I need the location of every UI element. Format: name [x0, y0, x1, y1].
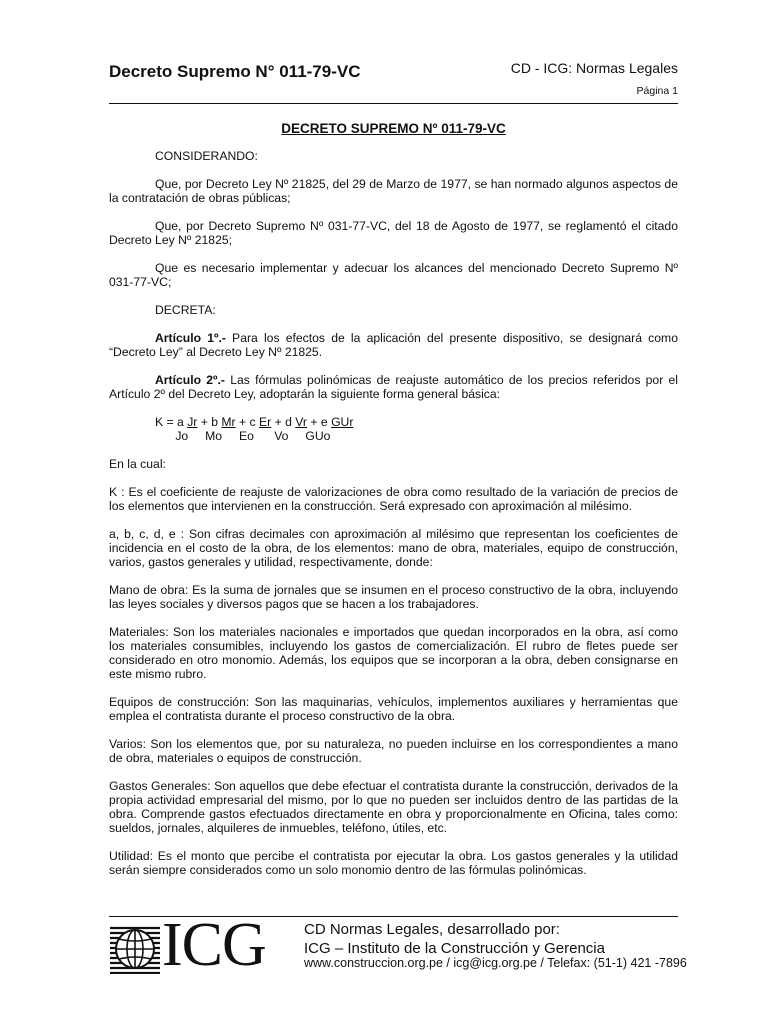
- formula-gur: GUr: [331, 415, 354, 429]
- en-la-cual: En la cual:: [109, 457, 166, 471]
- definition-materiales: Materiales: Son los materiales nacionales e importados que quedan incorporados en la obra, así como los materiales consumibles, incluyendo los gastos de comercialización. El rubro de fletes puede ser considerado en otro monomio. Además, los equipos que se incorporan a la obra, deben consignarse en este mismo rubro.: [109, 625, 678, 681]
- article-1-label: Artículo 1º.-: [155, 331, 226, 345]
- article-1-text: Para los efectos de la aplicación del presente dispositivo, se designará como “Decreto Ley” al Decreto Ley Nº 21825.: [109, 331, 678, 359]
- header-right-title: CD - ICG: Normas Legales: [510, 60, 678, 76]
- formula: [155, 415, 678, 443]
- formula-jr: Jr: [187, 415, 198, 429]
- definition-gastos-generales: Gastos Generales: Son aquellos que debe efectuar el contratista durante la construcción, derivados de la propia actividad empresarial del mismo, por lo que no pueden ser incluidos dentro de las partidas de la obra. Comprende gastos efectuados directamente en obra y proporcionalmente en Oficina, tales como: sueldos, jornales, alquileres de inmuebles, teléfono, útiles, etc.: [109, 779, 678, 835]
- formula-mr: Mr: [221, 415, 236, 429]
- icg-logo: [110, 911, 290, 979]
- article-1: [109, 331, 678, 359]
- formula-denominators: Jo Mo Eo Vo GUo: [155, 429, 331, 443]
- formula-e: + e: [307, 415, 332, 429]
- document-body: [109, 149, 678, 891]
- paragraph-1: Que, por Decreto Ley Nº 21825, del 29 de Marzo de 1977, se han normado algunos aspectos de la contratación de obras públicas;: [109, 177, 678, 205]
- considerando-heading: CONSIDERANDO:: [155, 149, 258, 163]
- formula-c: + c: [235, 415, 259, 429]
- definition-abcde: a, b, c, d, e : Son cifras decimales con aproximación al milésimo que representan los coeficientes de incidencia en el costo de la obra, de los elementos: mano de obra, materiales, equipo de construcción, varios, gastos generales y utilidad, respectivamente, donde:: [109, 527, 678, 569]
- globe-icon: [110, 924, 160, 974]
- definition-equipos: Equipos de construcción: Son las maquinarias, vehículos, implementos auxiliares y herramientas que emplea el contratista durante el proceso constructivo de la obra.: [109, 695, 678, 723]
- formula-k: K = a: [155, 415, 188, 429]
- article-2: [109, 373, 678, 401]
- article-2-label: Artículo 2º.-: [155, 373, 225, 387]
- formula-b: + b: [197, 415, 222, 429]
- footer-line-1: CD Normas Legales, desarrollado por:: [304, 921, 560, 938]
- formula-vr: Vr: [295, 415, 307, 429]
- header-divider: [109, 103, 678, 104]
- decreta-heading: DECRETA:: [155, 303, 216, 317]
- formula-d: + d: [271, 415, 296, 429]
- definition-mano-de-obra: Mano de obra: Es la suma de jornales que se insumen en el proceso constructivo de la obra, incluyendo las leyes sociales y diversos pagos que se hacen a los trabajadores.: [109, 583, 678, 611]
- definition-k: K : Es el coeficiente de reajuste de valorizaciones de obra como resultado de la variación de precios de los elementos que intervienen en la construcción. Será expresado con aproximación al milésimo.: [109, 485, 678, 513]
- paragraph-3: Que es necesario implementar y adecuar los alcances del mencionado Decreto Supremo Nº 031-77-VC;: [109, 261, 678, 289]
- definition-utilidad: Utilidad: Es el monto que percibe el contratista por ejecutar la obra. Los gastos generales y la utilidad serán siempre considerados como un solo monomio dentro de las fórmulas polinómicas.: [109, 849, 678, 877]
- article-2-text: Las fórmulas polinómicas de reajuste automático de los precios referidos por el Artículo 2º del Decreto Ley, adoptarán la siguiente forma general básica:: [109, 373, 678, 401]
- page-number: Página 1: [636, 85, 678, 97]
- logo-text: ICG: [162, 911, 266, 979]
- paragraph-2: Que, por Decreto Supremo Nº 031-77-VC, del 18 de Agosto de 1977, se reglamentó el citado Decreto Ley Nº 21825;: [109, 219, 678, 247]
- header-title: Decreto Supremo N° 011-79-VC: [109, 62, 361, 81]
- footer-contact[interactable]: www.construccion.org.pe / icg@icg.org.pe / Telefax: (51-1) 421 -7896: [304, 956, 687, 970]
- footer-line-2: ICG – Instituto de la Construcción y Gerencia: [304, 940, 605, 957]
- document-title: DECRETO SUPREMO Nº 011-79-VC: [281, 121, 506, 136]
- definition-varios: Varios: Son los elementos que, por su naturaleza, no pueden incluirse en los correspondientes a mano de obra, materiales o equipos de construcción.: [109, 737, 678, 765]
- formula-er: Er: [259, 415, 272, 429]
